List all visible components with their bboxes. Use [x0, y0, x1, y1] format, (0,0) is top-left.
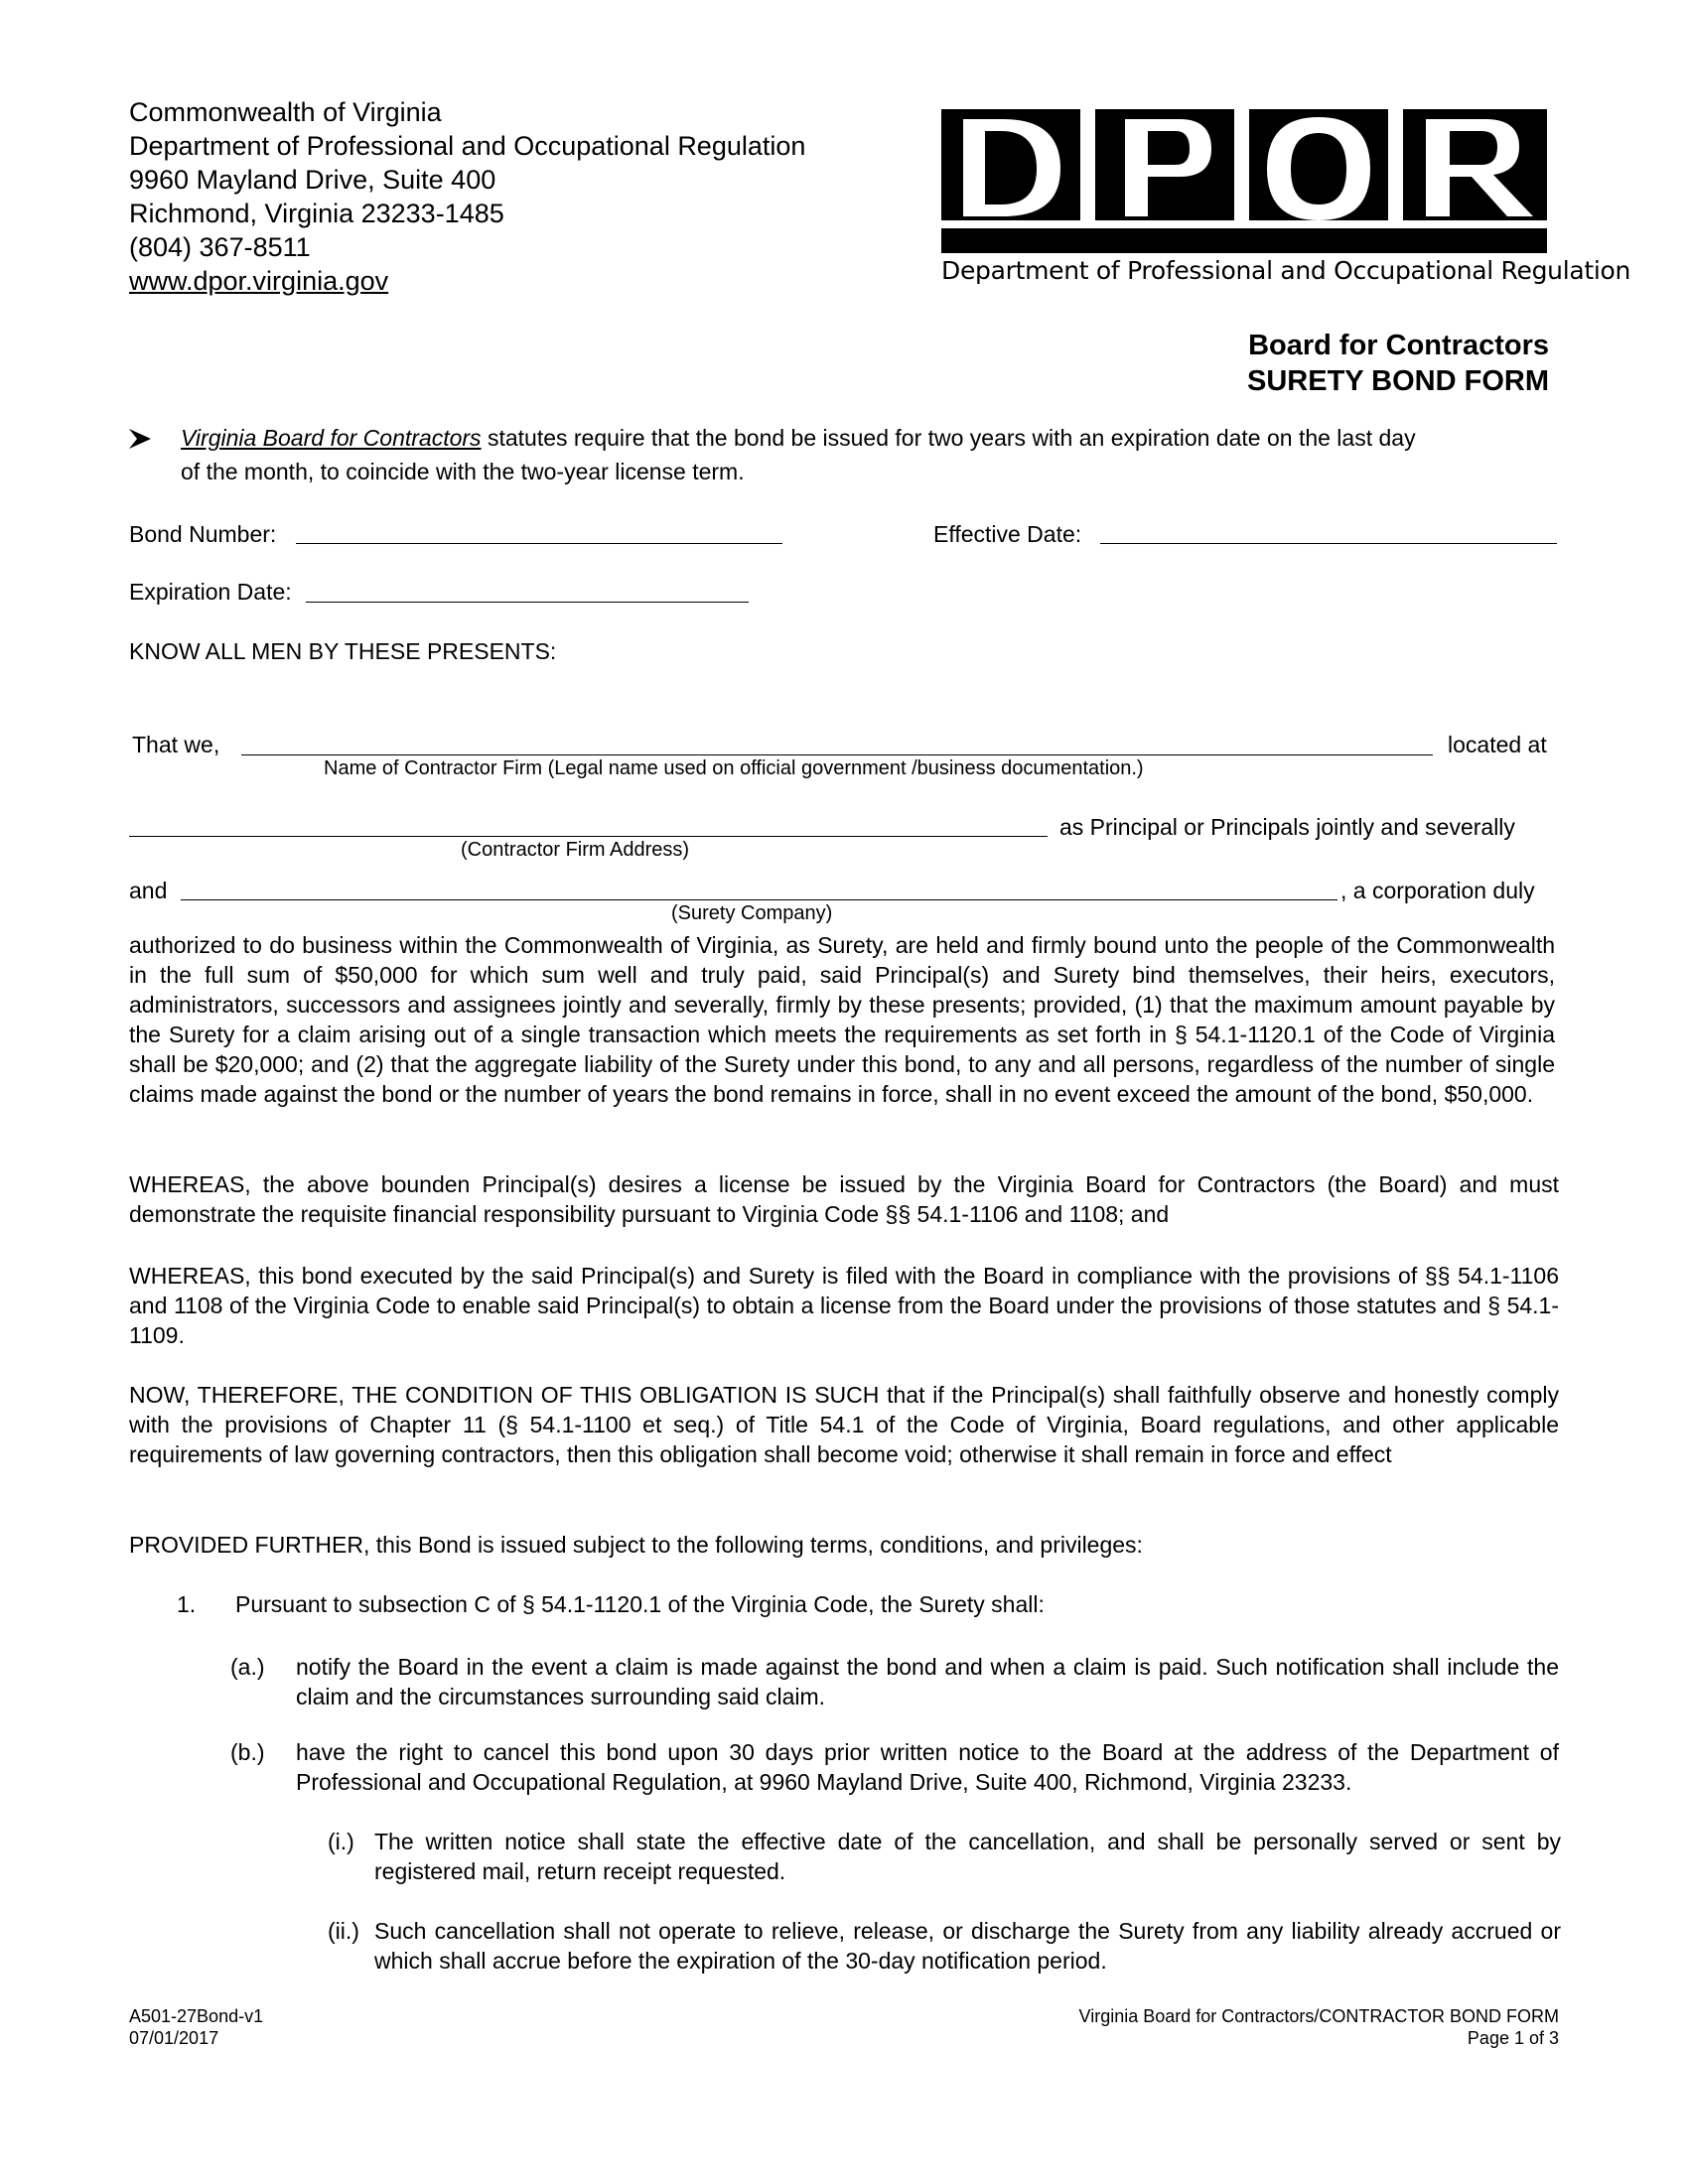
surety-company-caption: (Surety Company)	[671, 902, 833, 924]
footer-form-name: Virginia Board for Contractors/CONTRACTOR BOND FORM	[1078, 2006, 1559, 2026]
form-id: A501-27Bond-v1	[129, 2006, 264, 2026]
page-number: Page 1 of 3	[1467, 2028, 1559, 2048]
list-item-1-number: 1.	[177, 1591, 197, 1617]
notice-text	[181, 423, 1416, 453]
notice-italic: Virginia Board for Contractors	[181, 425, 482, 451]
logo-caption: Department of Professional and Occupational Regulation	[941, 256, 1631, 285]
address-line-2: Department of Professional and Occupational Regulation	[129, 131, 806, 161]
address-line-4: Richmond, Virginia 23233-1485	[129, 199, 504, 228]
phone-number: (804) 367-8511	[129, 232, 311, 262]
address-line-1: Commonwealth of Virginia	[129, 97, 442, 127]
address-line-3: 9960 Mayland Drive, Suite 400	[129, 165, 496, 195]
expiration-date-field[interactable]	[306, 602, 749, 603]
contractor-firm-name-field[interactable]	[241, 754, 1433, 755]
list-item-i-label: (i.)	[328, 1829, 354, 1854]
as-principal-label: as Principal or Principals jointly and severally	[1059, 814, 1515, 840]
firm-address-caption: (Contractor Firm Address)	[461, 839, 690, 861]
corporation-duly-label: , a corporation duly	[1340, 878, 1535, 903]
list-item-i-text: The written notice shall state the effective date of the cancellation, and shall be personally served or sent by registered mail, return receipt requested.	[374, 1829, 1561, 1884]
whereas-paragraph-1: WHEREAS, the above bounden Principal(s) desires a license be issued by the Virginia Board for Contractors (the Board) and must demonstrate the requisite financial responsibility pursuant to Virginia Code §§ 54.1-1106 and 1108; and	[129, 1171, 1559, 1227]
firm-name-caption: Name of Contractor Firm (Legal name used on official government /business documentation.)	[324, 757, 1144, 779]
provided-further-paragraph: PROVIDED FURTHER, this Bond is issued subject to the following terms, conditions, and privileges:	[129, 1532, 1143, 1558]
expiration-date-label: Expiration Date:	[129, 579, 292, 605]
surety-company-field[interactable]	[181, 899, 1337, 900]
list-item-ii-label: (ii.)	[328, 1918, 359, 1944]
whereas-paragraph-2: WHEREAS, this bond executed by the said Principal(s) and Surety is filed with the Board in compliance with the provisions of §§ 54.1-1106 and 1108 of the Virginia Code to enable said Principal(s) to obtain a license from the Board under the provisions of those statutes and § 54.1-1109.	[129, 1263, 1559, 1348]
list-item-a-text: notify the Board in the event a claim is made against the bond and when a claim is paid. Such notification shall include the claim and the circumstances surrounding said claim.	[296, 1654, 1559, 1709]
located-at-label: located at	[1448, 732, 1547, 757]
list-item-b-text: have the right to cancel this bond upon 30 days prior written notice to the Board at the address of the Department of Professional and Occupational Regulation, at 9960 Mayland Drive, Suite 400, Richmond, Virginia 23233.	[296, 1739, 1559, 1795]
bond-number-label: Bond Number:	[129, 521, 277, 547]
arrow-bullet-icon	[127, 427, 153, 456]
effective-date-label: Effective Date:	[933, 521, 1082, 547]
now-therefore-paragraph: NOW, THEREFORE, THE CONDITION OF THIS OBLIGATION IS SUCH that if the Principal(s) shall faithfully observe and honestly comply with the provisions of Chapter 11 (§ 54.1-1100 et seq.) of Title 54.1 of the Code of Virginia, Board regulations, and other applicable requirements of law governing contractors, then this obligation shall become void; otherwise it shall remain in force and effect	[129, 1382, 1559, 1467]
bond-number-field[interactable]	[296, 543, 782, 544]
list-item-ii-text: Such cancellation shall not operate to relieve, release, or discharge the Surety from any liability already accrued or which shall accrue before the expiration of the 30-day notification period.	[374, 1918, 1561, 1974]
dpor-logo-graphic	[941, 109, 1547, 253]
authorized-paragraph: authorized to do business within the Commonwealth of Virginia, as Surety, are held and firmly bound unto the people of the Commonwealth in the full sum of $50,000 for which sum well and truly paid, said Principal(s) and Surety bind themselves, their heirs, executors, administrators, successors and assignees jointly and severally, firmly by these presents; provided, (1) that the maximum amount payable by the Surety for a claim arising out of a single transaction which meets the requirements as set forth in § 54.1-1120.1 of the Code of Virginia shall be $20,000; and (2) that the aggregate liability of the Surety under this bond, to any and all persons, regardless of the number of single claims made against the bond or the number of years the bond remains in force, shall in no event exceed the amount of the bond, $50,000.	[129, 932, 1555, 1107]
know-all-heading: KNOW ALL MEN BY THESE PRESENTS:	[129, 638, 557, 664]
list-item-b-label: (b.)	[230, 1739, 265, 1765]
list-item-a-label: (a.)	[230, 1654, 265, 1680]
notice-line-2: of the month, to coincide with the two-year license term.	[181, 459, 745, 484]
board-name: Board for Contractors	[1248, 330, 1549, 361]
form-date: 07/01/2017	[129, 2028, 219, 2048]
form-name: SURETY BOND FORM	[1247, 365, 1549, 397]
dpor-logo	[941, 109, 1547, 253]
website-link[interactable]: www.dpor.virginia.gov	[129, 266, 389, 296]
form-title-block	[1247, 328, 1549, 399]
and-label: and	[129, 878, 168, 903]
list-item-1-text: Pursuant to subsection C of § 54.1-1120.1 of the Virginia Code, the Surety shall:	[235, 1591, 1045, 1617]
that-we-label: That we,	[132, 732, 220, 757]
effective-date-field[interactable]	[1100, 543, 1557, 544]
contractor-firm-address-field[interactable]	[129, 836, 1048, 837]
notice-rest: statutes require that the bond be issued for two years with an expiration date on the last day	[481, 425, 1416, 451]
agency-address-block	[129, 95, 805, 298]
footer-left	[129, 2005, 263, 2049]
footer-right	[1079, 2005, 1559, 2049]
